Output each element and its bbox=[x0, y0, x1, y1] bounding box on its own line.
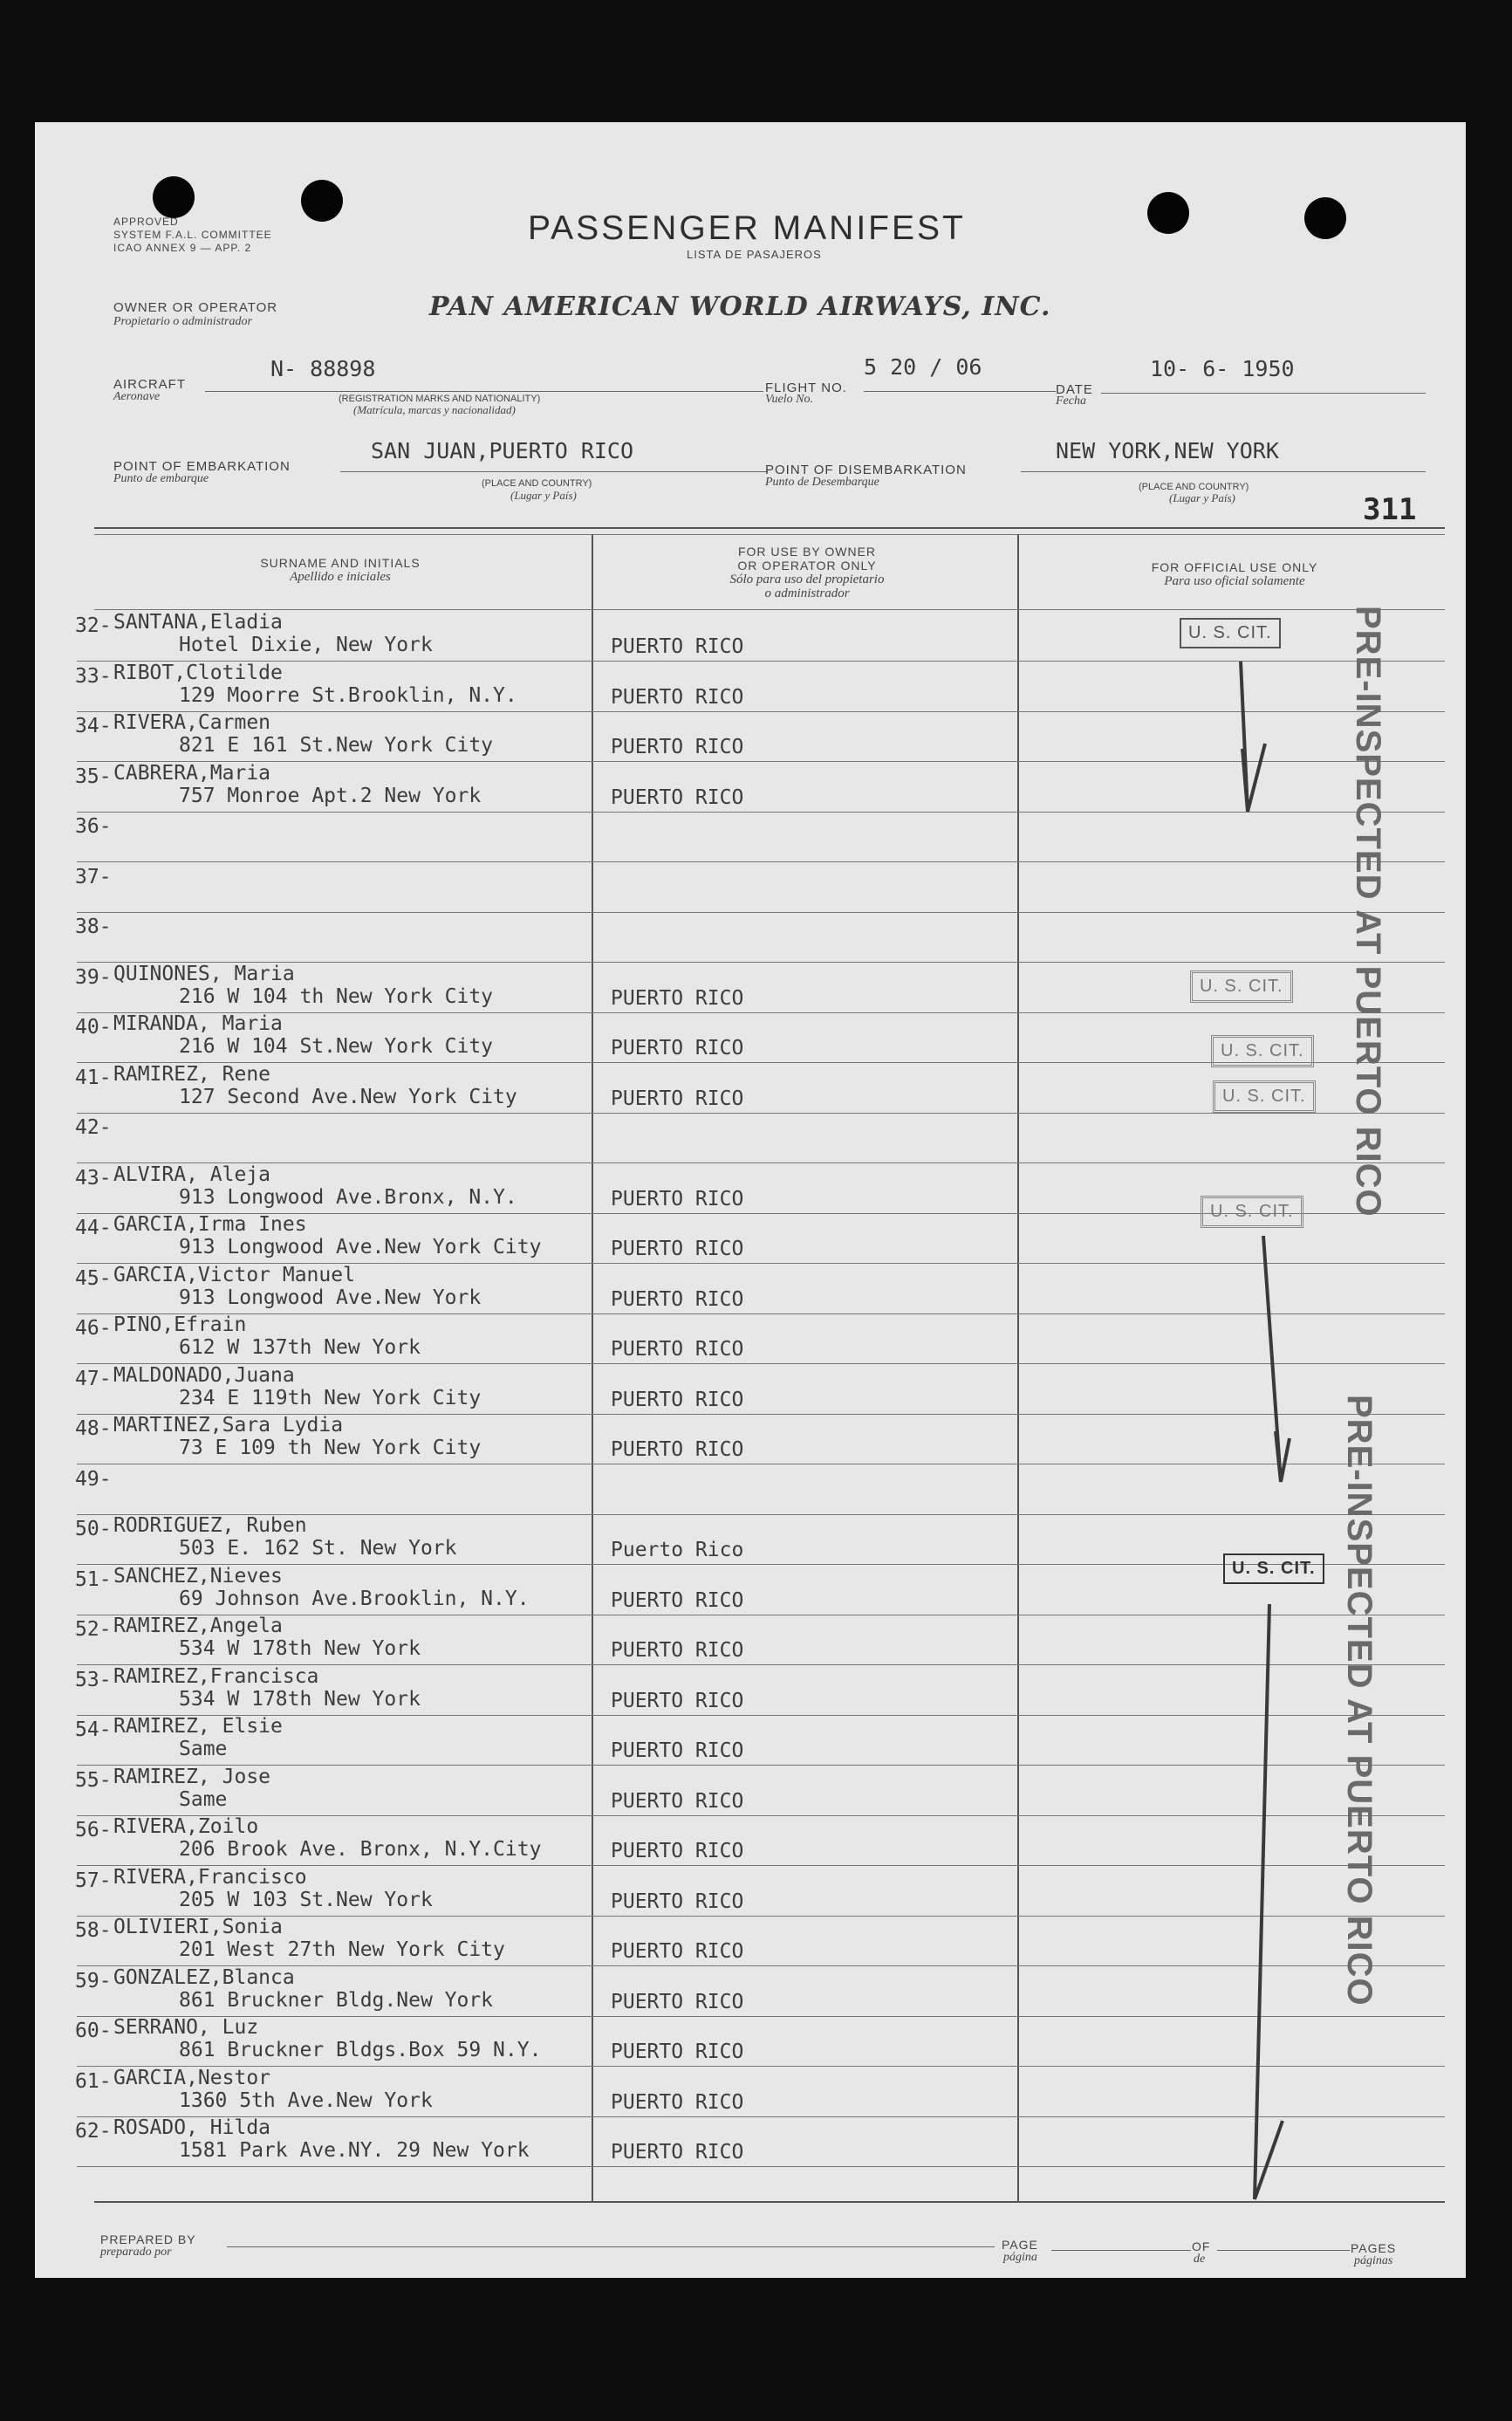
passenger-origin: PUERTO RICO bbox=[611, 685, 744, 709]
passenger-name: RIBOT,Clotilde bbox=[113, 661, 283, 684]
date-value: 10- 6- 1950 bbox=[1150, 356, 1295, 381]
passenger-name: ALVIRA, Aleja bbox=[113, 1162, 271, 1186]
preinspected-stamp: PRE-INSPECTED AT PUERTO RICO bbox=[1349, 606, 1387, 1217]
passenger-address: 861 Bruckner Bldgs.Box 59 N.Y. bbox=[179, 2039, 542, 2061]
row-number: 55- bbox=[75, 1768, 112, 1792]
place-note-es: (Lugar y País) bbox=[1169, 491, 1235, 504]
passenger-address: Same bbox=[179, 1738, 228, 1760]
ditto-arrow bbox=[1221, 646, 1291, 2391]
passenger-name: ROSADO, Hilda bbox=[113, 2116, 271, 2139]
row-number: 37- bbox=[75, 865, 112, 888]
passenger-origin: PUERTO RICO bbox=[611, 1940, 744, 1963]
registration-note: (REGISTRATION MARKS AND NATIONALITY) bbox=[339, 394, 541, 404]
passenger-name: SANTANA,Eladia bbox=[113, 611, 283, 634]
row-number: 52- bbox=[75, 1618, 112, 1641]
passenger-name: PINO,Efrain bbox=[113, 1313, 247, 1336]
disembark-label: POINT OF DISEMBARKATION bbox=[765, 463, 967, 477]
passenger-name: MARTINEZ,Sara Lydia bbox=[113, 1414, 344, 1437]
embark-label-es: Punto de embarque bbox=[113, 472, 209, 485]
passenger-name: RIVERA,Carmen bbox=[113, 711, 271, 734]
passenger-name: RAMIREZ,Francisca bbox=[113, 1664, 319, 1688]
embark-label: POINT OF EMBARKATION bbox=[113, 459, 291, 474]
us-citizen-stamp: U. S. CIT. bbox=[1201, 1196, 1303, 1228]
row-number: 41- bbox=[75, 1066, 112, 1089]
passenger-origin: PUERTO RICO bbox=[611, 1338, 744, 1361]
row-number: 45- bbox=[75, 1266, 112, 1290]
passenger-address: Hotel Dixie, New York bbox=[179, 634, 433, 656]
row-number: 49- bbox=[75, 1467, 112, 1491]
passenger-origin: PUERTO RICO bbox=[611, 1037, 744, 1060]
passenger-origin: PUERTO RICO bbox=[611, 1889, 744, 1913]
passenger-address: 534 W 178th New York bbox=[179, 1687, 421, 1711]
row-number: 60- bbox=[75, 2020, 112, 2042]
row-number: 48- bbox=[75, 1417, 112, 1440]
passenger-origin: Puerto Rico bbox=[611, 1539, 744, 1561]
row-number: 42- bbox=[75, 1116, 112, 1139]
passenger-origin: PUERTO RICO bbox=[611, 2141, 744, 2164]
of-label: OF bbox=[1192, 2239, 1211, 2253]
col-header-owner-use: FOR USE BY OWNER OR OPERATOR ONLY Sólo para uso del propietario o administrador bbox=[729, 545, 885, 600]
row-number: 47- bbox=[75, 1367, 112, 1390]
row-number: 39- bbox=[75, 965, 112, 989]
approval-line: ICAO ANNEX 9 — APP. 2 bbox=[113, 242, 252, 254]
row-number: 58- bbox=[75, 1919, 112, 1942]
flight-value: 5 20 / 06 bbox=[864, 354, 982, 380]
passenger-address: 234 E 119th New York City bbox=[179, 1386, 482, 1409]
aircraft-label: AIRCRAFT bbox=[113, 377, 186, 392]
embark-value: SAN JUAN,PUERTO RICO bbox=[371, 438, 634, 463]
row-number: 56- bbox=[75, 1819, 112, 1841]
passenger-name: GARCIA,Victor Manuel bbox=[113, 1263, 355, 1286]
owner-label: OWNER OR OPERATOR bbox=[113, 300, 278, 315]
passenger-name: SERRANO, Luz bbox=[113, 2016, 259, 2039]
pages-label-es: páginas bbox=[1354, 2254, 1393, 2267]
approval-line: SYSTEM F.A.L. COMMITTEE bbox=[113, 229, 272, 241]
aircraft-label-es: Aeronave bbox=[113, 390, 161, 403]
passenger-origin: PUERTO RICO bbox=[611, 1438, 744, 1461]
passenger-origin: PUERTO RICO bbox=[611, 1087, 744, 1110]
row-number: 59- bbox=[75, 1969, 112, 1992]
row-number: 61- bbox=[75, 2069, 112, 2093]
passenger-origin: PUERTO RICO bbox=[611, 1840, 744, 1862]
registration-note-es: (Matrícula, marcas y nacionalidad) bbox=[353, 403, 516, 416]
passenger-name: GARCIA,Irma Ines bbox=[113, 1213, 307, 1236]
passenger-address: 69 Johnson Ave.Brooklin, N.Y. bbox=[179, 1587, 530, 1610]
date-label: DATE bbox=[1056, 382, 1093, 397]
passenger-origin: PUERTO RICO bbox=[611, 1388, 744, 1411]
prepared-by-label: PREPARED BY bbox=[100, 2232, 196, 2246]
row-number: 44- bbox=[75, 1217, 112, 1239]
passenger-address: 216 W 104 St.New York City bbox=[179, 1035, 494, 1058]
carrier-name: PAN AMERICAN WORLD AIRWAYS, INC. bbox=[429, 291, 1051, 322]
passenger-address: 612 W 137th New York bbox=[179, 1336, 421, 1359]
row-number: 35- bbox=[75, 765, 112, 788]
passenger-origin: PUERTO RICO bbox=[611, 785, 744, 809]
pages-label: PAGES bbox=[1351, 2241, 1397, 2255]
passenger-name: RAMIREZ, Rene bbox=[113, 1062, 271, 1086]
passenger-origin: PUERTO RICO bbox=[611, 2040, 744, 2063]
preinspected-stamp: PRE-INSPECTED AT PUERTO RICO bbox=[1340, 1395, 1379, 2006]
passenger-address: 913 Longwood Ave.Bronx, N.Y. bbox=[179, 1185, 517, 1209]
disembark-value: NEW YORK,NEW YORK bbox=[1056, 438, 1279, 463]
passenger-address: 503 E. 162 St. New York bbox=[179, 1537, 457, 1560]
place-note: (PLACE AND COUNTRY) bbox=[1139, 482, 1249, 492]
sheet-number: 311 bbox=[1363, 492, 1417, 527]
passenger-address: 127 Second Ave.New York City bbox=[179, 1085, 517, 1108]
row-number: 40- bbox=[75, 1016, 112, 1039]
passenger-name: RIVERA,Francisco bbox=[113, 1865, 307, 1889]
passenger-name: QUINONES, Maria bbox=[113, 962, 295, 985]
place-note-es: (Lugar y País) bbox=[510, 489, 577, 502]
passenger-name: OLIVIERI,Sonia bbox=[113, 1916, 283, 1938]
row-number: 53- bbox=[75, 1668, 112, 1691]
flight-label-es: Vuelo No. bbox=[765, 393, 813, 406]
passenger-address: 757 Monroe Apt.2 New York bbox=[179, 784, 482, 807]
punch-hole bbox=[301, 180, 343, 222]
passenger-name: RAMIREZ, Elsie bbox=[113, 1715, 283, 1738]
row-number: 33- bbox=[75, 664, 112, 688]
passenger-origin: PUERTO RICO bbox=[611, 1187, 744, 1210]
punch-hole bbox=[153, 176, 195, 218]
us-citizen-stamp: U. S. CIT. bbox=[1211, 1035, 1314, 1067]
passenger-origin: PUERTO RICO bbox=[611, 635, 744, 658]
passenger-address: 913 Longwood Ave.New York City bbox=[179, 1236, 542, 1259]
place-note: (PLACE AND COUNTRY) bbox=[482, 478, 592, 489]
passenger-origin: PUERTO RICO bbox=[611, 1990, 744, 2013]
col-header-surname: SURNAME AND INITIALS Apellido e iniciales bbox=[260, 556, 421, 584]
passenger-address: 205 W 103 St.New York bbox=[179, 1888, 433, 1911]
row-number: 57- bbox=[75, 1869, 112, 1892]
passenger-address: 73 E 109 th New York City bbox=[179, 1437, 482, 1459]
row-number: 54- bbox=[75, 1718, 112, 1741]
flight-label: FLIGHT NO. bbox=[765, 381, 847, 395]
passenger-name: RIVERA,Zoilo bbox=[113, 1815, 259, 1838]
us-citizen-stamp: U. S. CIT. bbox=[1190, 970, 1293, 1003]
passenger-address: 1581 Park Ave.NY. 29 New York bbox=[179, 2139, 530, 2162]
us-citizen-stamp: U. S. CIT. bbox=[1180, 618, 1281, 648]
col-header-official: FOR OFFICIAL USE ONLY Para uso oficial solamente bbox=[1151, 560, 1318, 588]
punch-hole bbox=[1304, 197, 1346, 239]
row-number: 34- bbox=[75, 715, 112, 737]
passenger-origin: PUERTO RICO bbox=[611, 1689, 744, 1712]
row-number: 36- bbox=[75, 815, 112, 838]
passenger-address: 201 West 27th New York City bbox=[179, 1938, 505, 1961]
passenger-address: 206 Brook Ave. Bronx, N.Y.City bbox=[179, 1838, 542, 1861]
punch-hole bbox=[1147, 192, 1189, 234]
owner-label-es: Propietario o administrador bbox=[113, 315, 252, 328]
passenger-origin: PUERTO RICO bbox=[611, 986, 744, 1010]
passenger-name: GARCIA,Nestor bbox=[113, 2066, 271, 2089]
passenger-address: 216 W 104 th New York City bbox=[179, 984, 494, 1008]
page-label: PAGE bbox=[1002, 2238, 1038, 2252]
row-number: 50- bbox=[75, 1518, 112, 1540]
passenger-origin: PUERTO RICO bbox=[611, 1588, 744, 1612]
aircraft-value: N- 88898 bbox=[270, 356, 376, 381]
row-number: 62- bbox=[75, 2120, 112, 2143]
passenger-name: RAMIREZ,Angela bbox=[113, 1615, 283, 1637]
row-number: 43- bbox=[75, 1166, 112, 1190]
passenger-origin: PUERTO RICO bbox=[611, 2090, 744, 2114]
passenger-name: RAMIREZ, Jose bbox=[113, 1765, 271, 1788]
page-title: PASSENGER MANIFEST bbox=[528, 209, 966, 247]
passenger-address: 129 Moorre St.Brooklin, N.Y. bbox=[179, 683, 517, 707]
page-subtitle: LISTA DE PASAJEROS bbox=[687, 248, 822, 261]
row-number: 32- bbox=[75, 614, 112, 637]
prepared-by-label-es: preparado por bbox=[100, 2246, 172, 2259]
passenger-name: GONZALEZ,Blanca bbox=[113, 1965, 295, 1989]
passenger-address: 913 Longwood Ave.New York bbox=[179, 1286, 482, 1309]
page-label-es: página bbox=[1003, 2251, 1037, 2264]
passenger-name: MALDONADO,Juana bbox=[113, 1363, 295, 1387]
passenger-name: CABRERA,Maria bbox=[113, 761, 271, 785]
row-number: 38- bbox=[75, 916, 112, 938]
row-number: 51- bbox=[75, 1567, 112, 1591]
passenger-origin: PUERTO RICO bbox=[611, 1789, 744, 1813]
us-citizen-stamp: U. S. CIT. bbox=[1223, 1553, 1324, 1584]
passenger-address: 861 Bruckner Bldg.New York bbox=[179, 1988, 494, 2012]
passenger-name: RODRIGUEZ, Ruben bbox=[113, 1514, 307, 1537]
disembark-label-es: Punto de Desembarque bbox=[765, 476, 879, 489]
approval-line: APPROVED bbox=[113, 216, 179, 228]
passenger-address: 821 E 161 St.New York City bbox=[179, 734, 494, 757]
date-label-es: Fecha bbox=[1056, 394, 1086, 408]
passenger-origin: PUERTO RICO bbox=[611, 736, 744, 758]
passenger-name: SANCHEZ,Nieves bbox=[113, 1564, 283, 1588]
passenger-address: 1360 5th Ave.New York bbox=[179, 2088, 433, 2112]
of-label-es: de bbox=[1194, 2253, 1206, 2266]
passenger-origin: PUERTO RICO bbox=[611, 1739, 744, 1762]
passenger-origin: PUERTO RICO bbox=[611, 1639, 744, 1662]
passenger-origin: PUERTO RICO bbox=[611, 1238, 744, 1260]
row-number: 46- bbox=[75, 1317, 112, 1340]
passenger-address: Same bbox=[179, 1787, 228, 1811]
passenger-name: MIRANDA, Maria bbox=[113, 1012, 283, 1035]
passenger-origin: PUERTO RICO bbox=[611, 1287, 744, 1311]
passenger-address: 534 W 178th New York bbox=[179, 1637, 421, 1660]
us-citizen-stamp: U. S. CIT. bbox=[1213, 1080, 1316, 1113]
